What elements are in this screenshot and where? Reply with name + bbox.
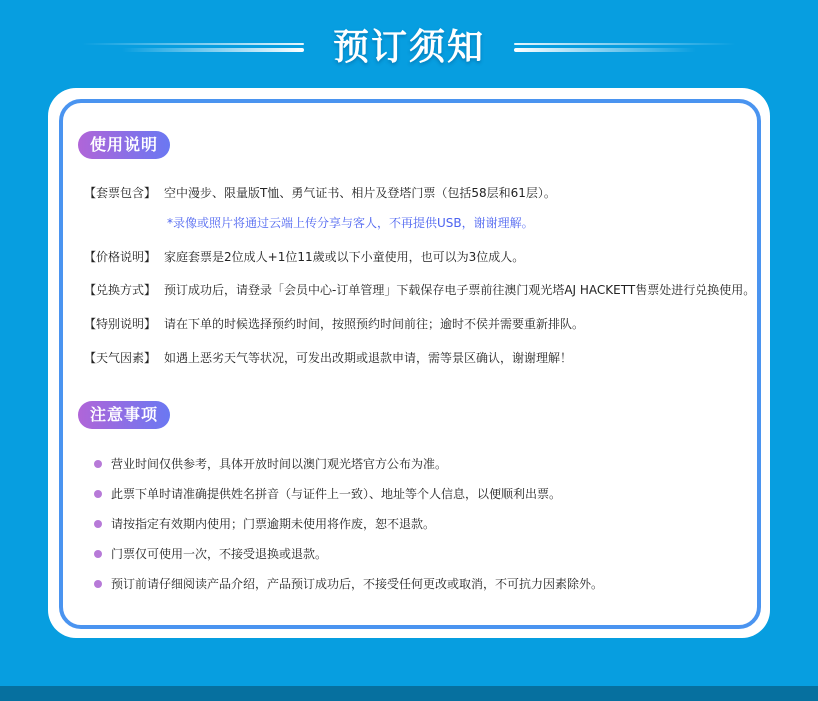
usage-item-text: 家庭套票是2位成人+1位11歲或以下小童使用，也可以为3位成人。 — [164, 250, 525, 264]
usage-item-text: 空中漫步、限量版T恤、勇气证书、相片及登塔门票（包括58层和61层）。 — [164, 186, 556, 200]
notice-item — [94, 456, 447, 472]
usage-item-tag: 【价格说明】 — [84, 250, 157, 264]
notice-item-text: 预订前请仔细阅读产品介绍，产品预订成功后，不接受任何更改或取消，不可抗力因素除外。 — [111, 577, 604, 591]
usage-section-heading: 使用说明 — [78, 131, 170, 159]
usage-item-special — [84, 316, 584, 332]
bottom-bar — [0, 686, 818, 701]
bullet-icon — [94, 520, 102, 528]
usage-item-tag: 【兑换方式】 — [84, 283, 157, 297]
title-area — [0, 22, 818, 76]
notice-item-text: 此票下单时请准确提供姓名拼音（与证件上一致）、地址等个人信息，以便顺利出票。 — [111, 487, 562, 501]
usage-item-tag: 【特别说明】 — [84, 317, 157, 331]
usage-item-price — [84, 249, 524, 265]
usage-item-redeem — [84, 282, 755, 298]
bullet-icon — [94, 490, 102, 498]
usage-note: *录像或照片将通过云端上传分享与客人，不再提供USB，谢谢理解。 — [167, 216, 534, 230]
notice-item — [94, 576, 603, 592]
notice-section-heading: 注意事项 — [78, 401, 170, 429]
page-title: 预订须知 — [332, 27, 485, 68]
usage-item-text: 请在下单的时候选择预约时间，按照预约时间前往；逾时不侯并需要重新排队。 — [164, 317, 585, 331]
usage-item-tag: 【套票包含】 — [84, 186, 157, 200]
notice-item-text: 门票仅可使用一次，不接受退换或退款。 — [111, 547, 328, 561]
usage-item-tag: 【天气因素】 — [84, 351, 157, 365]
notice-item-text: 请按指定有效期内使用；门票逾期未使用将作废，恕不退款。 — [111, 517, 436, 531]
usage-item-package — [84, 185, 556, 201]
notice-item — [94, 516, 435, 532]
bullet-icon — [94, 550, 102, 558]
bullet-icon — [94, 460, 102, 468]
usage-item-text: 预订成功后，请登录「会员中心-订单管理」下载保存电子票前往澳门观光塔AJ HACKETT售票处进行兑换使用。 — [164, 283, 756, 297]
bullet-icon — [94, 580, 102, 588]
title-decoration-right — [514, 42, 736, 52]
notice-item-text: 营业时间仅供参考，具体开放时间以澳门观光塔官方公布为准。 — [111, 457, 448, 471]
usage-item-text: 如遇上恶劣天气等状况，可发出改期或退款申请，需等景区确认，谢谢理解！ — [164, 351, 573, 365]
notice-item — [94, 546, 327, 562]
notice-item — [94, 486, 561, 502]
usage-item-weather — [84, 350, 572, 366]
